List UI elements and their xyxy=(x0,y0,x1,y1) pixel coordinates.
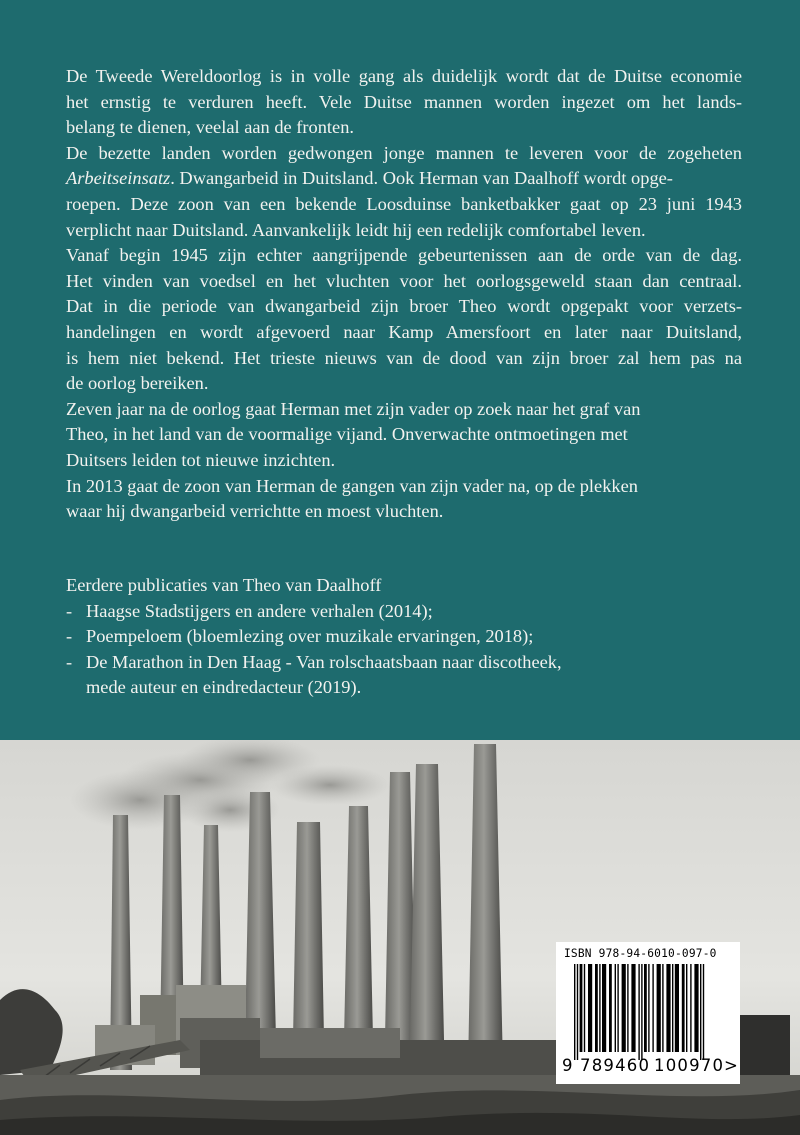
publication-item xyxy=(66,650,742,676)
barcode-bar xyxy=(622,964,626,1052)
blurb-line: is hem niet bekend. Het trieste nieuws van de dood van zijn broer zal hem pas na xyxy=(66,347,742,368)
barcode-bar xyxy=(631,964,635,1052)
publication-item xyxy=(66,624,742,650)
barcode-bar xyxy=(638,964,639,1060)
barcode-bar xyxy=(641,964,642,1060)
blurb-line: De Tweede Wereldoorlog is in volle gang als duidelijk wordt dat de Duitse economie xyxy=(66,66,742,86)
barcode-right-group: 100970 xyxy=(654,1056,725,1075)
blurb-line: De bezette landen worden gedwongen jonge mannen te leveren voor de zogeheten xyxy=(66,142,742,163)
blurb-line: het ernstig te verduren heeft. Vele Duitse mannen worden ingezet om het lands- xyxy=(66,91,742,112)
isbn-barcode xyxy=(556,942,740,1084)
blurb-line: roepen. Deze zoon van een bekende Loosduinse banketbakker gaat op 23 juni 1943 xyxy=(66,193,742,214)
barcode-bar xyxy=(577,964,578,1060)
blurb-line: waar hij dwangarbeid verrichtte en moest vluchten. xyxy=(66,501,444,522)
blurb-line: Duitsers leiden tot nieuwe inzichten. xyxy=(66,449,336,470)
barcode-bar xyxy=(609,964,612,1052)
blurb-line: Theo, in het land van de voormalige vijand. Onverwachte ontmoetingen met xyxy=(66,424,628,445)
barcode-bar xyxy=(686,964,687,1052)
isbn-number: ISBN 978-94-6010-097-0 xyxy=(564,947,717,960)
barcode-bar xyxy=(574,964,575,1060)
barcode-bar xyxy=(682,964,685,1052)
barcode-bars xyxy=(556,964,740,1060)
barcode-bar xyxy=(703,964,704,1060)
barcode-bar xyxy=(700,964,701,1060)
blurb-line-rest: . Dwangarbeid in Duitsland. Ook Herman van Daalhoff wordt opge- xyxy=(170,168,673,189)
bullet-dash: - xyxy=(66,626,73,647)
publication-title: Poempeloem (bloemlezing over muzikale ervaringen, 2018); xyxy=(86,626,534,647)
barcode-bar xyxy=(690,964,691,1052)
blurb-line: Het vinden van voedsel en het vluchten voor het oorlogsgeweld staan dan centraal. xyxy=(66,270,742,291)
barcode-bar xyxy=(615,964,616,1052)
barcode-bar xyxy=(672,964,673,1052)
barcode-bar xyxy=(584,964,585,1052)
publications-list xyxy=(66,573,742,701)
publication-title: De Marathon in Den Haag - Van rolschaatsbaan naar discotheek, xyxy=(86,651,562,672)
factory-chimneys-photo xyxy=(0,740,800,1135)
barcode-bar xyxy=(644,964,647,1052)
blurb-line: Vanaf begin 1945 zijn echter aangrijpende gebeurtenissen aan de orde van de dag. xyxy=(66,245,742,266)
barcode-first-digit: 9 xyxy=(562,1056,573,1075)
barcode-left-group: 789460 xyxy=(580,1056,651,1075)
blurb-line: belang te dienen, veelal aan de fronten. xyxy=(66,117,354,138)
blurb-line: Zeven jaar na de oorlog gaat Herman met zijn vader op zoek naar het graf van xyxy=(66,398,641,419)
blurb-line: verplicht naar Duitsland. Aanvankelijk leidt hij een redelijk comfortabel leven. xyxy=(66,219,646,240)
blurb-italic-term: Arbeitseinsatz xyxy=(66,168,171,189)
publication-item-continued: mede auteur en eindredacteur (2019). xyxy=(86,677,362,698)
blurb-line xyxy=(66,166,742,192)
barcode-bar xyxy=(617,964,618,1052)
bullet-dash: - xyxy=(66,600,73,621)
blurb-line: de oorlog bereiken. xyxy=(66,373,209,394)
barcode-bar xyxy=(595,964,598,1052)
blurb-text xyxy=(66,64,742,525)
barcode-bar xyxy=(662,964,663,1052)
barcode-digits xyxy=(556,1056,740,1078)
barcode-bar xyxy=(588,964,592,1052)
barcode-bar xyxy=(666,964,670,1052)
barcode-quiet-zone-mark: > xyxy=(724,1056,738,1075)
barcode-bar xyxy=(657,964,661,1052)
barcode-bar xyxy=(675,964,679,1052)
barcode-bar xyxy=(694,964,698,1052)
blurb-line: handelingen en wordt afgevoerd naar Kamp Amersfoort en later naar Duitsland, xyxy=(66,321,742,342)
publication-item xyxy=(66,599,742,625)
publication-title: Haagse Stadstijgers en andere verhalen (2014); xyxy=(86,600,433,621)
blurb-line: Dat in die periode van dwangarbeid zijn broer Theo wordt opgepakt voor verzets- xyxy=(66,296,742,317)
barcode-bar xyxy=(580,964,583,1052)
barcode-bar xyxy=(648,964,649,1052)
publications-heading: Eerdere publicaties van Theo van Daalhoff xyxy=(66,575,382,595)
blurb-line: In 2013 gaat de zoon van Herman de gangen van zijn vader na, op de plekken xyxy=(66,475,638,496)
bullet-dash: - xyxy=(66,651,73,672)
barcode-bar xyxy=(602,964,606,1052)
barcode-bar xyxy=(599,964,600,1052)
barcode-bar xyxy=(652,964,653,1052)
barcode-bar xyxy=(627,964,628,1052)
